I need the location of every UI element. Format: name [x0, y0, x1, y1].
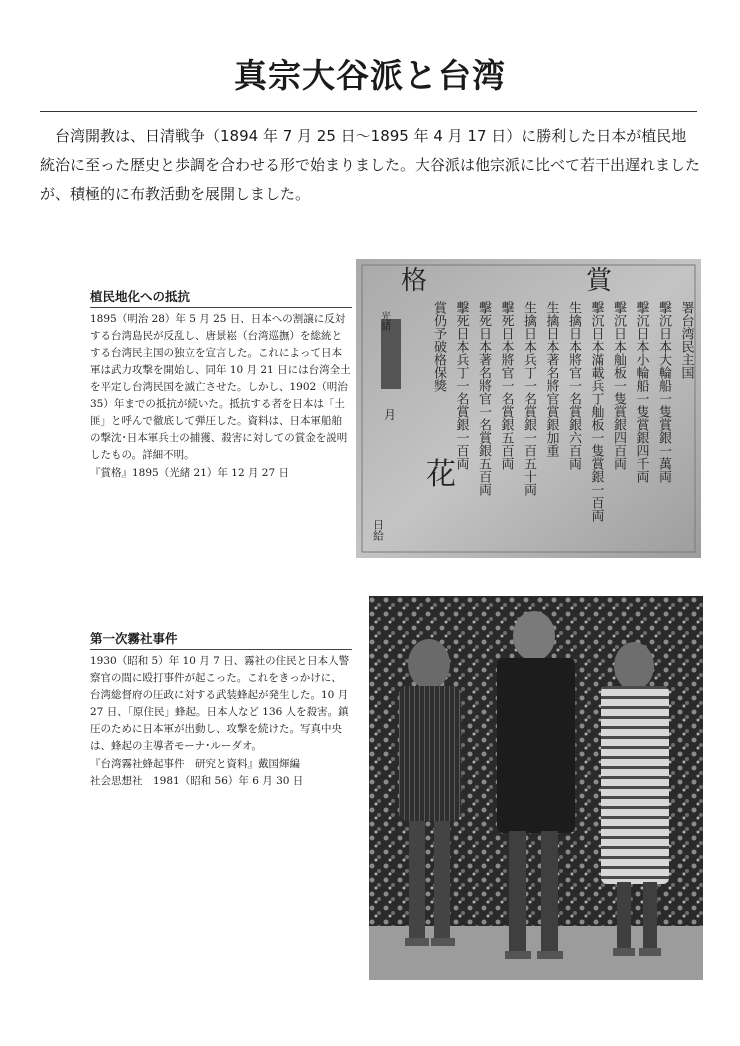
doc-column: 擊沉日本小輪船一隻賞銀四千両 — [633, 301, 649, 483]
doc-column: 擊沉日本舢板一隻賞銀四百両 — [611, 301, 626, 470]
reward-notice-svg — [356, 259, 701, 558]
doc-column: 生擒日本兵丁一名賞銀一百五十両 — [521, 301, 536, 496]
doc-column: 擊沉日本大輪船一隻賞銀一萬両 — [656, 301, 671, 483]
wushe-photo-svg — [369, 596, 703, 980]
caption-source: 『賞格』1895（光緒 21）年 12 月 27 日 — [90, 467, 289, 479]
doc-column: 擊死日本兵丁一名賞銀一百両 — [453, 301, 469, 470]
doc-column: 擊死日本將官一名賞銀五百両 — [498, 301, 514, 470]
doc-signature: 花 — [426, 457, 456, 492]
caption-source-2: 社会思想社 1981（昭和 56）年 6 月 30 日 — [90, 775, 304, 787]
doc-column: 生擒日本將官一名賞銀六百両 — [566, 301, 581, 470]
doc-column: 署台湾民主国 — [678, 301, 694, 379]
reward-notice-image — [356, 259, 701, 558]
doc-header-left: 格 — [401, 266, 428, 296]
doc-seal-text: 光緒 — [378, 311, 390, 331]
wushe-photo — [369, 596, 703, 980]
doc-header-right: 賞 — [586, 266, 613, 296]
doc-column: 擊死日本著名將官一名賞銀五百両 — [476, 301, 491, 496]
caption-resistance — [90, 288, 352, 482]
doc-column: 生擒日本著名將官賞銀加重 — [543, 301, 559, 457]
doc-column: 賞仍予破格保獎 — [431, 301, 446, 392]
page-title: 真宗大谷派と台湾 — [234, 56, 506, 95]
title-divider — [40, 111, 697, 112]
caption-wushe — [90, 630, 352, 790]
caption-body: 1930（昭和 5）年 10 月 7 日、霧社の住民と日本人警察官の間に殴打事件が起こった。これをきっかけに、台湾総督府の圧政に対する武装蜂起が発生した。10 月 27 日、「原住民」蜂起。日本人など 136 人を殺害。鎮圧のために日本軍が出動し、攻撃を続けた。写真中央は、蜂起の主導者モーナ･ルーダオ。 — [90, 655, 350, 752]
intro-paragraph: 台湾開教は、日清戦争（1894 年 7 月 25 日〜1895 年 4 月 17 日）に勝利した日本が植民地統治に至った歴史と歩調を合わせる形で始まりました。大谷派は他宗派に比べて若干出遅れましたが、積極的に布教活動を展開しました。 — [40, 127, 701, 203]
doc-date-text: 月 — [384, 408, 397, 422]
doc-column: 擊沉日本滿載兵丁舢板一隻賞銀一百両 — [588, 301, 604, 522]
doc-footer-mark: 日給 — [371, 519, 385, 541]
caption-heading: 第一次霧社事件 — [90, 630, 352, 650]
caption-source-1: 『台湾霧社蜂起事件 研究と資料』戴国煇編 — [90, 758, 300, 770]
caption-heading: 植民地化への抵抗 — [90, 288, 352, 308]
caption-body: 1895（明治 28）年 5 月 25 日、日本への割譲に反対する台湾島民が反乱し、唐景崧（台湾巡撫）を総統とする台湾民主国の独立を宣言した。これによって日本軍は武力攻撃を開始し、同年 10 月 21 日には台湾全土を平定し台湾民国を滅亡させた。しかし、1902（明治 35）年までの抵抗が続いた。抵抗する者を日本は「土匪」と呼んで徹底して弾圧した。資料は、日本軍船舶の撃沈･日本軍兵士の捕獲、殺害に対しての賞金を説明したもの。詳細不明。 — [90, 313, 351, 461]
